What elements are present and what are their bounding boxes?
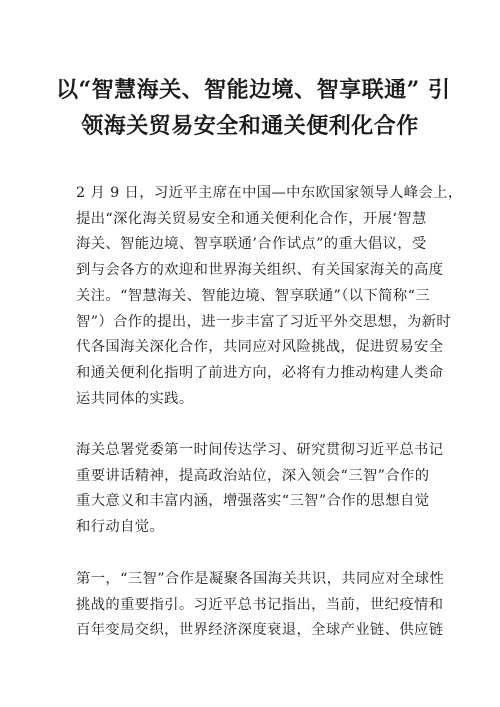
text-line: 重大意义和丰富内涵，增强落实“三智”合作的思想自觉 [76,493,430,510]
text-line: 重要讲话精神，提高政治站位，深入领会“三智”合作的 [76,467,430,484]
text-line: 和行动自觉。 [76,519,165,536]
paragraph-3 [76,567,445,644]
text-line: 海关、智能边境、智享联通’合作试点”的重大倡议，受 [76,236,427,253]
paragraph-2 [76,438,444,541]
text-line: 运共同体的实践。 [76,390,194,407]
text-line: 提出“深化海关贸易安全和通关便利化合作，开展‘智慧 [76,210,427,227]
paragraph-1 [76,181,463,412]
document-title [56,72,451,144]
text-line: 智”）合作的提出，进一步丰富了习近平外交思想，为新时 [76,313,452,330]
text-line: 和通关便利化指明了前进方向，必将有力推动构建人类命 [76,364,444,381]
text-line: 2 月 9 日，习近平主席在中国—中东欧国家领导人峰会上， [76,185,463,201]
text-line: 挑战的重要指引。习近平总书记指出，当前，世纪疫情和 [76,596,444,613]
text-line: 到与会各方的欢迎和世界海关组织、有关国家海关的高度 [76,262,444,279]
title-line: 领海关贸易安全和通关便利化合作 [81,113,419,139]
text-line: 海关总署党委第一时间传达学习、研究贯彻习近平总书记 [76,442,444,458]
text-line: 代各国海关深化合作，共同应对风险挑战，促进贸易安全 [76,339,444,356]
text-line: 第一，“三智”合作是凝聚各国海关共识，共同应对全球性 [76,571,445,587]
title-line: 以“智慧海关、智能边境、智享联通” 引 [56,77,451,103]
text-line: 百年变局交织，世界经济深度衰退，全球产业链、供应链 [76,622,444,639]
text-line: 关注。“智慧海关、智能边境、智享联通”（以下简称“三 [76,287,431,304]
